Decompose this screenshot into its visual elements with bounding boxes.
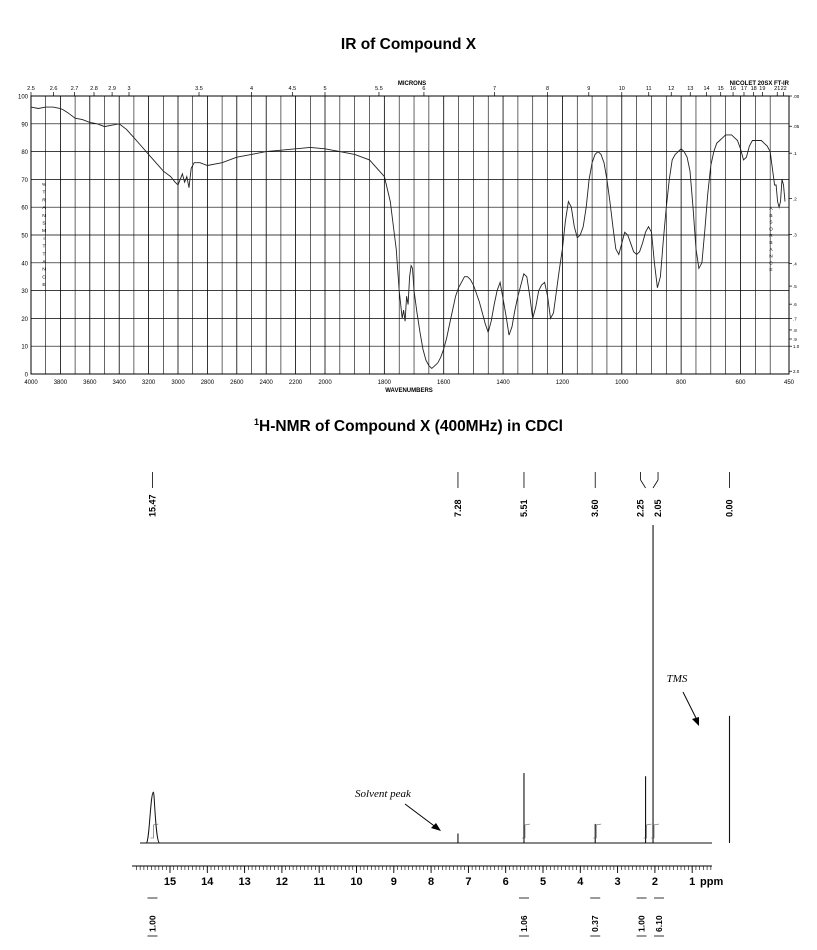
- nmr-peak: [146, 792, 159, 843]
- nmr-peak-label: [519, 499, 529, 517]
- ir-micron-label: 19: [759, 86, 766, 92]
- nmr-x-axis-label: ppm: [700, 876, 724, 888]
- tms-arrow: [683, 692, 697, 720]
- ir-x-tick-label: 600: [735, 380, 746, 386]
- nmr-integral-curve: [522, 824, 530, 838]
- ir-absorbance-tick-label: .05: [793, 124, 800, 130]
- ir-micron-label: 14: [703, 86, 710, 92]
- nmr-peak-label: [147, 494, 157, 517]
- ir-absorbance-tick-label: 2.0: [793, 369, 800, 375]
- ir-micron-label: 18: [750, 86, 757, 92]
- ir-y-axis-letter: T: [42, 252, 46, 258]
- nmr-integral-curve: [651, 824, 659, 838]
- nmr-x-tick-label: 10: [350, 876, 363, 888]
- ir-absorbance-axis-letter: S: [769, 220, 773, 226]
- nmr-integral-value: 1.00: [147, 915, 158, 932]
- solvent-peak-arrow: [405, 804, 437, 828]
- ir-micron-label: 22: [780, 86, 787, 92]
- ir-y-axis-letter: R: [42, 198, 46, 204]
- tms-arrowhead: [692, 717, 699, 726]
- ir-x-tick-label: 1600: [437, 380, 451, 386]
- ir-absorbance-axis-letter: C: [769, 261, 773, 267]
- nmr-integrals: [147, 824, 664, 936]
- nmr-x-tick-label: 3: [614, 876, 621, 888]
- nmr-integral-label: [637, 915, 647, 932]
- ir-absorbance-axis-letter: A: [769, 207, 773, 212]
- nmr-peak-labels: [147, 472, 734, 517]
- ir-chart-title: IR of Compound X: [340, 36, 477, 53]
- ir-x-tick-label: 1400: [496, 380, 510, 386]
- ir-x-tick-label: 2400: [259, 380, 273, 386]
- ir-y-tick-label: 70: [21, 177, 28, 184]
- ir-y-axis-letter: C: [42, 275, 46, 281]
- ir-micron-label: 3: [127, 86, 131, 92]
- ir-x-tick-label: 800: [676, 380, 687, 386]
- nmr-integral-value: 0.37: [590, 915, 601, 932]
- ir-absorbance-tick-label: .2: [793, 196, 797, 202]
- ir-absorbance-tick-label: .8: [793, 327, 797, 333]
- nmr-minor-ticks: [136, 866, 710, 870]
- ir-grid: [31, 96, 789, 374]
- nmr-integral-label: [654, 915, 664, 932]
- nmr-x-tick-label: 15: [163, 876, 177, 888]
- ir-x-tick-label: 4000: [24, 380, 38, 386]
- ir-micron-label: 5.5: [375, 86, 383, 92]
- ir-y-axis-letter: I: [43, 236, 45, 242]
- ir-micron-label: 11: [645, 86, 652, 92]
- ir-micron-label: 17: [740, 86, 748, 92]
- ir-micron-label: 2.9: [108, 86, 116, 92]
- ir-micron-label: 2.6: [49, 86, 58, 92]
- nmr-integral-value: 1.00: [636, 915, 647, 932]
- ir-absorbance-axis-letter: A: [769, 247, 773, 253]
- ir-y-axis-letter: T: [42, 190, 46, 196]
- nmr-peak-label-connector: [653, 480, 658, 488]
- nmr-peak-label: [725, 499, 735, 517]
- ir-instrument-label: NICOLET 20SX FT-IR: [729, 81, 789, 87]
- ir-x-tick-label: 2800: [200, 380, 215, 386]
- ir-micron-label: 13: [687, 86, 694, 92]
- nmr-major-ticks: [164, 866, 695, 888]
- ir-y-tick-label: 30: [21, 289, 28, 296]
- nmr-peak-label-text: 3.60: [590, 499, 601, 517]
- nmr-integral-label: [519, 915, 529, 932]
- ir-micron-label: 6: [422, 86, 426, 92]
- ir-x-tick-label: 3000: [171, 380, 185, 386]
- ir-y-tick-label: 100: [17, 94, 28, 101]
- ir-absorbance-axis-letter: R: [769, 234, 773, 240]
- nmr-peak-label-text: 2.05: [653, 499, 664, 517]
- ir-y-tick-label: 80: [21, 150, 28, 157]
- ir-y-axis-letter: A: [42, 260, 46, 265]
- ir-absorbance-tick-label: .00: [793, 94, 800, 99]
- ir-absorbance-axis-letter: N: [769, 254, 773, 260]
- nmr-peak-label: [453, 499, 463, 517]
- nmr-title-text: H-NMR of Compound X (400MHz) in CDCl: [259, 418, 563, 436]
- ir-y-axis-letter: S: [42, 221, 46, 227]
- ir-micron-label: 21: [774, 86, 781, 92]
- nmr-peak-label: [653, 499, 663, 517]
- nmr-peaks: [146, 525, 729, 843]
- ir-x-tick-label: 3800: [53, 380, 68, 386]
- ir-y-axis-letter: N: [42, 267, 46, 273]
- ir-micron-label: 5: [323, 86, 327, 92]
- nmr-x-tick-label: 14: [201, 876, 214, 888]
- ir-x-tick-label: 3200: [141, 380, 156, 386]
- ir-absorbance-axis-letter: E: [769, 268, 773, 274]
- nmr-integral-value: 1.06: [518, 915, 529, 932]
- ir-micron-label: 4.5: [288, 86, 297, 92]
- ir-micron-label: 3.5: [195, 86, 203, 92]
- solvent-peak-annotation: Solvent peak: [355, 788, 411, 800]
- nmr-x-tick-label: 8: [428, 876, 435, 888]
- nmr-peak-label: [636, 499, 646, 517]
- ir-y-tick-label: 60: [21, 205, 28, 212]
- nmr-x-tick-label: 11: [313, 876, 326, 888]
- ir-y-axis-letter: E: [42, 283, 46, 289]
- nmr-x-tick-label: 7: [465, 876, 472, 888]
- ir-y-tick-label: 10: [21, 344, 28, 351]
- ir-micron-label: 2.8: [90, 86, 98, 92]
- ir-micron-label: 9: [587, 86, 591, 92]
- ir-x-tick-label: 1800: [377, 380, 392, 386]
- nmr-x-tick-label: 1: [689, 876, 696, 888]
- ir-absorbance-tick-label: .5: [793, 284, 797, 290]
- ir-absorbance-tick-label: .3: [793, 232, 797, 238]
- ir-absorbance-tick-label: .7: [793, 316, 797, 322]
- nmr-x-tick-label: 2: [651, 876, 658, 888]
- nmr-integral-value: 6.10: [654, 915, 665, 932]
- ir-y-axis-letter: T: [42, 244, 46, 250]
- ir-micron-label: 4: [249, 86, 254, 92]
- ir-axis-ticks: [18, 86, 800, 386]
- ir-micron-label: 8: [546, 86, 550, 92]
- ir-x-tick-label: 450: [783, 380, 795, 386]
- ir-microns-label: MICRONS: [397, 81, 427, 87]
- ir-absorbance-tick-label: .1: [793, 151, 797, 157]
- nmr-x-tick-label: 6: [502, 876, 509, 888]
- nmr-peak-label-text: 15.47: [147, 494, 158, 517]
- ir-x-tick-label: 3600: [83, 380, 97, 386]
- nmr-x-tick-label: 9: [390, 876, 397, 888]
- nmr-x-tick-label: 4: [577, 876, 584, 888]
- tms-annotation: TMS: [666, 673, 688, 685]
- ir-absorbance-axis-letter: B: [769, 241, 773, 246]
- ir-micron-label: 7: [493, 86, 497, 92]
- nmr-peak-label-text: 0.00: [724, 499, 735, 517]
- ir-y-tick-label: 0: [24, 372, 28, 379]
- ir-absorbance-tick-label: 1.0: [793, 344, 800, 350]
- ir-micron-label: 16: [730, 86, 737, 92]
- nmr-integral-label: [147, 915, 157, 932]
- ir-x-axis-label: WAVENUMBERS: [385, 388, 433, 394]
- nmr-chart-title: [0, 417, 817, 436]
- nmr-x-tick-label: 12: [275, 876, 289, 888]
- ir-y-tick-label: 20: [21, 316, 28, 323]
- ir-y-axis-letter: N: [42, 213, 46, 219]
- ir-y-tick-label: 50: [21, 233, 28, 240]
- nmr-peak-label-text: 7.28: [452, 499, 463, 517]
- ir-absorbance-tick-label: .6: [793, 302, 797, 308]
- ir-micron-label: 10: [618, 86, 625, 92]
- ir-y-axis-letter: M: [42, 229, 46, 235]
- nmr-title-superscript: 1: [254, 417, 260, 427]
- nmr-spectrum-chart: [0, 440, 817, 945]
- nmr-peak-label: [590, 499, 600, 517]
- nmr-peak-label-text: 2.25: [635, 499, 646, 517]
- ir-x-tick-label: 2200: [288, 380, 303, 386]
- ir-spectrum-line: [31, 107, 785, 368]
- ir-spectrum-chart: [0, 74, 817, 404]
- nmr-integral-curve: [593, 824, 601, 838]
- ir-x-tick-label: 1000: [615, 380, 629, 386]
- ir-absorbance-axis-letter: O: [769, 227, 773, 233]
- ir-absorbance-tick-label: .4: [793, 261, 797, 267]
- ir-y-axis-letter: A: [42, 206, 46, 212]
- ir-micron-label: 15: [717, 86, 724, 92]
- nmr-x-tick-label: 5: [539, 876, 547, 888]
- nmr-x-tick-label: 13: [238, 876, 251, 888]
- ir-absorbance-tick-label: .9: [793, 337, 797, 343]
- ir-x-tick-label: 2000: [318, 380, 332, 386]
- nmr-peak-label-text: 5.51: [518, 499, 529, 517]
- nmr-integral-label: [590, 915, 600, 932]
- ir-x-tick-label: 2600: [230, 380, 244, 386]
- nmr-peak-label-connector: [641, 480, 646, 488]
- ir-micron-label: 12: [668, 86, 675, 92]
- ir-y-tick-label: 90: [21, 122, 28, 129]
- nmr-integral-curve: [644, 824, 652, 838]
- ir-absorbance-axis-letter: B: [769, 213, 773, 219]
- ir-x-tick-label: 3400: [112, 380, 126, 386]
- ir-y-tick-label: 40: [21, 261, 28, 268]
- ir-y-axis-letter: %: [41, 183, 47, 188]
- ir-x-tick-label: 1200: [555, 380, 570, 386]
- ir-micron-label: 2.5: [27, 86, 35, 92]
- ir-micron-label: 2.7: [70, 86, 79, 92]
